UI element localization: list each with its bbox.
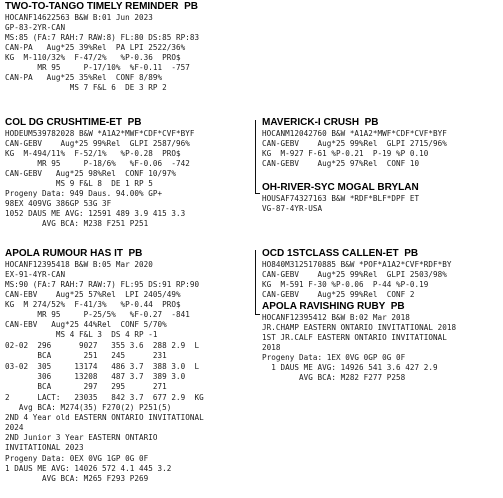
block-title-callen: OCD 1STCLASS CALLEN-ET PB bbox=[262, 248, 419, 259]
text-line: 1052 DAUS ME AVG: 12591 489 3.9 415 3.3 bbox=[5, 209, 186, 218]
text-line: HOCANF12395412 B&W B:02 Mar 2018 bbox=[262, 313, 410, 322]
block-title-two-to-tango: TWO-TO-TANGO TIMELY REMINDER PB bbox=[5, 1, 198, 12]
text-line: MR 95 P-18/6% %F-0.06 -742 bbox=[5, 159, 190, 168]
text-line: Progeny Data: 949 Daus. 94.00% GP+ bbox=[5, 189, 163, 198]
text-line: 2ND Junior 3 Year EASTERN ONTARIO bbox=[5, 433, 158, 442]
text-line: CAN-GEBV Aug*25 97%Rel CONF 10 bbox=[262, 159, 420, 168]
text-line: CAN-GEBV Aug*25 99%Rel GLPI 2503/98% bbox=[262, 270, 447, 279]
text-line: AVG BCA: M265 F293 P269 bbox=[5, 474, 149, 483]
text-line: INVITATIONAL 2023 bbox=[5, 443, 84, 452]
lactation-total-row: 2 LACT: 23035 842 3.7 677 2.9 KG bbox=[5, 393, 204, 402]
text-line: 2ND 4 Year old EASTERN ONTARIO INVITATIONAL bbox=[5, 413, 204, 422]
text-line: KG M-591 F-30 %P-0.06 P-44 %P-0.19 bbox=[262, 280, 429, 289]
text-line: HODEUM539782028 B&W *A1A2*MWF*CDF*CVF*BYF bbox=[5, 129, 195, 138]
text-line: KG M-110/32% F-47/2% %P-0.36 PRO$ bbox=[5, 53, 181, 62]
text-line: HOUSAF74327163 B&W *RDF*BLF*DPF ET bbox=[262, 194, 420, 203]
text-line: AVG BCA: M238 F251 P251 bbox=[5, 219, 149, 228]
text-line: GP-83-2YR-CAN bbox=[5, 23, 66, 32]
text-line: Progeny Data: 0EX 0VG 1GP 0G 0F bbox=[5, 454, 149, 463]
lactation-row: BCA 297 295 271 bbox=[5, 382, 167, 391]
text-line: CAN-GEBV Aug*25 99%Rel CONF 2 bbox=[262, 290, 415, 299]
block-title-ravishing-ruby: APOLA RAVISHING RUBY PB bbox=[262, 301, 405, 312]
text-line: HO840M3125170885 B&W *POF*A1A2*CVF*RDF*BY bbox=[262, 260, 452, 269]
text-line: EX-91-4YR-CAN bbox=[5, 270, 66, 279]
pedigree-connector bbox=[255, 250, 256, 315]
text-line: CAN-GEBV Aug*25 99%Rel GLPI 2715/96% bbox=[262, 139, 447, 148]
text-line: MS 7 F&L 6 DE 3 RP 2 bbox=[5, 83, 167, 92]
text-line: CAN-PA Aug*25 39%Rel PA LPI 2522/36% bbox=[5, 43, 186, 52]
block-title-crushtime: COL DG CRUSHTIME-ET PB bbox=[5, 117, 142, 128]
text-line: Progeny Data: 1EX 0VG 0GP 0G 0F bbox=[262, 353, 406, 362]
text-line: CAN-EBV Aug*25 44%Rel CONF 5/70% bbox=[5, 320, 167, 329]
lactation-row: 306 13208 487 3.7 389 3.0 bbox=[5, 372, 186, 381]
text-line: MR 95 P-17/10% %F-0.11 -757 bbox=[5, 63, 190, 72]
lactation-row: BCA 251 245 231 bbox=[5, 351, 167, 360]
text-line: 2024 bbox=[5, 423, 24, 432]
text-line: 1 DAUS ME AVG: 14026 572 4.1 445 3.2 bbox=[5, 464, 172, 473]
text-line: VG-87-4YR-USA bbox=[262, 204, 323, 213]
text-line: 1 DAUS ME AVG: 14926 541 3.6 427 2.9 bbox=[262, 363, 438, 372]
text-line: MS:90 (FA:7 RAH:7 RAW:7) FL:95 DS:91 RP:90 bbox=[5, 280, 200, 289]
text-line: 98EX 409VG 386GP 53G 3F bbox=[5, 199, 112, 208]
text-line: KG M 274/52% F-41/3% %P-0.44 PRO$ bbox=[5, 300, 181, 309]
block-title-maverick-crush: MAVERICK-I CRUSH PB bbox=[262, 117, 379, 128]
text-line: KG M-494/11% F-52/1% %P-0.28 PRO$ bbox=[5, 149, 181, 158]
text-line: CAN-EBV Aug*25 57%Rel LPI 2405/49% bbox=[5, 290, 181, 299]
lactation-row: 02-02 296 9027 355 3.6 288 2.9 L bbox=[5, 341, 200, 350]
pedigree-connector bbox=[255, 120, 256, 194]
text-line: MS:85 (FA:7 RAH:7 RAW:8) FL:80 DS:85 RP:83 bbox=[5, 33, 200, 42]
text-line: MS 9 F&L 8 DE 1 RP 5 bbox=[5, 179, 153, 188]
block-title-mogal-brylan: OH-RIVER-SYC MOGAL BRYLAN bbox=[262, 182, 419, 193]
text-line: CAN-GEBV Aug*25 98%Rel CONF 10/97% bbox=[5, 169, 177, 178]
text-line: AVG BCA: M282 F277 P258 bbox=[262, 373, 406, 382]
text-line: JR.CHAMP EASTERN ONTARIO INVITATIONAL 2018 bbox=[262, 323, 457, 332]
text-line: 2018 bbox=[262, 343, 281, 352]
text-line: HOCANF14622563 B&W B:01 Jun 2023 bbox=[5, 13, 153, 22]
pedigree-connector bbox=[255, 193, 260, 194]
block-title-rumour-has-it: APOLA RUMOUR HAS IT PB bbox=[5, 248, 143, 259]
text-line: MS 4 F&L 3 DS 4 RP -1 bbox=[5, 330, 158, 339]
pedigree-connector bbox=[255, 314, 260, 315]
text-line: 1ST JR.CALF EASTERN ONTARIO INVITATIONAL bbox=[262, 333, 447, 342]
text-line: CAN-PA Aug*25 35%Rel CONF 8/89% bbox=[5, 73, 163, 82]
text-line: CAN-GEBV Aug*25 99%Rel GLPI 2587/96% bbox=[5, 139, 190, 148]
text-line: Avg BCA: M274(35) F270(2) P251(5) bbox=[5, 403, 172, 412]
text-line: MR 95 P-25/5% %F-0.27 -841 bbox=[5, 310, 190, 319]
text-line: HOCANM12042760 B&W *A1A2*MWF*CDF*CVF*BYF bbox=[262, 129, 447, 138]
lactation-row: 03-02 305 13174 486 3.7 388 3.0 L bbox=[5, 362, 200, 371]
text-line: KG M-927 F-61 %P-0.21 P-19 %P 0.10 bbox=[262, 149, 429, 158]
text-line: HOCANF12395418 B&W B:05 Mar 2020 bbox=[5, 260, 153, 269]
